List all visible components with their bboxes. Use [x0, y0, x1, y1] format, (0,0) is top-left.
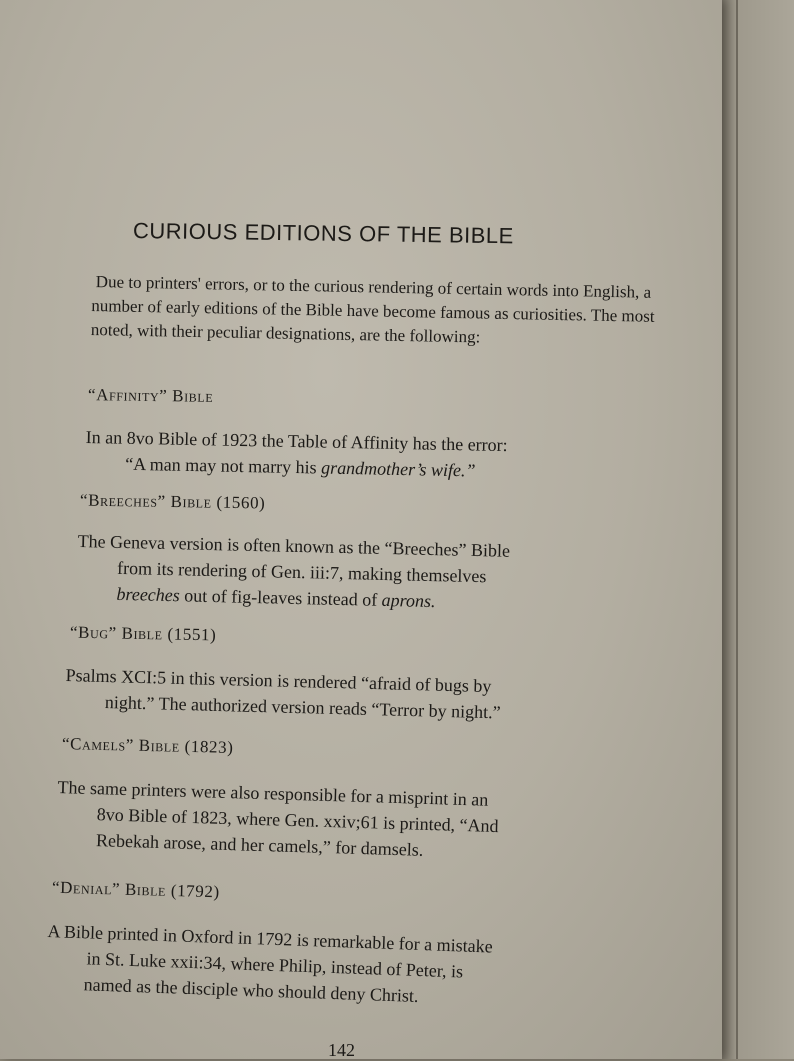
entry-body-denial	[45, 918, 493, 1011]
entry-heading-affinity: “Affinity” Bible	[87, 385, 214, 406]
entry-line: The Geneva version is often known as the “Breeches” Bible	[77, 530, 511, 561]
emphasis-text: grandmother’s wife.”	[320, 457, 476, 481]
entry-line: Rebekah arose, and her camels,” for damsels.	[95, 830, 424, 860]
entry-line: Psalms XCI:5 in this version is rendered “afraid of bugs by	[65, 664, 492, 697]
entry-heading-camels: “Camels” Bible (1823)	[61, 734, 234, 757]
entry-body-camels	[56, 774, 500, 865]
next-page-edge	[722, 0, 794, 1059]
entry-heading-bug: “Bug” Bible (1551)	[69, 622, 217, 645]
entry-line: In an 8vo Bible of 1923 the Table of Affinity has the error:	[85, 426, 508, 456]
page-title: CURIOUS EDITIONS OF THE BIBLE	[132, 218, 514, 249]
entry-line: in St. Luke xxii:34, where Philip, instead of Peter, is	[86, 948, 464, 982]
entry-line: A Bible printed in Oxford in 1792 is remarkable for a mistake	[47, 920, 494, 957]
emphasis-text: breeches	[116, 583, 181, 606]
entry-line: The same printers were also responsible for a misprint in an	[57, 776, 489, 810]
entry-line: from its rendering of Gen. iii:7, making themselves	[116, 557, 487, 587]
entry-body-affinity	[85, 424, 508, 484]
entry-heading-breeches: “Breeches” Bible (1560)	[79, 490, 266, 513]
emphasis-text: aprons.	[381, 589, 436, 612]
entry-line: named as the disciple who should deny Christ.	[83, 974, 419, 1006]
entry-body-breeches	[76, 528, 510, 616]
entry-line: breeches out of fig-leaves instead of aprons.	[116, 583, 436, 612]
entry-line: “A man may not marry his grandmother’s wife.”	[125, 453, 476, 481]
entry-body-bug	[65, 662, 502, 725]
page-number: 142	[328, 1040, 355, 1060]
entry-line: 8vo Bible of 1823, where Gen. xxiv;61 is printed, “And	[96, 804, 499, 837]
intro-paragraph: Due to printers' errors, or to the curious rendering of certain words into English, a number of early editions of the Bible have become famous as curiosities. The most noted, with their peculiar designations, are the following:	[90, 272, 655, 347]
page-gutter-line	[736, 0, 738, 1059]
entry-heading-denial: “Denial” Bible (1792)	[51, 877, 221, 902]
entry-line: night.” The authorized version reads “Terror by night.”	[104, 692, 501, 723]
